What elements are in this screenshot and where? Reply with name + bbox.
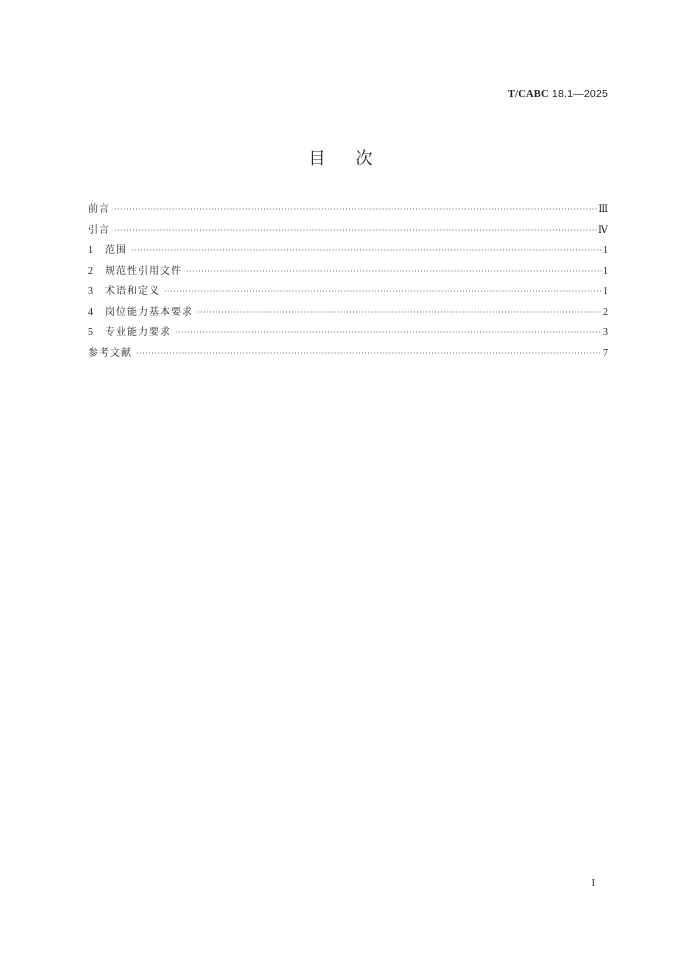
toc-entry-professional-requirements[interactable] [88, 323, 608, 344]
toc-entry-page: Ⅳ [598, 224, 608, 236]
toc-entry-normative-references[interactable] [88, 262, 608, 283]
toc-entry-scope[interactable] [88, 241, 608, 262]
toc-entry-number: 3 [88, 286, 93, 297]
toc-leader-dots [186, 262, 602, 283]
table-of-contents [88, 200, 608, 364]
toc-entry-label: 参考文献 [88, 347, 132, 359]
standard-code-prefix: T/CABC [507, 89, 549, 100]
toc-entry-number: 5 [88, 327, 93, 338]
toc-entry-page: Ⅲ [598, 204, 608, 215]
toc-entry-foreword[interactable] [88, 200, 608, 221]
toc-entry-bibliography[interactable] [88, 344, 608, 365]
toc-entry-label: 前言 [88, 204, 110, 215]
toc-leader-dots [197, 303, 602, 324]
toc-entry-terms-definitions[interactable] [88, 282, 608, 303]
toc-leader-dots [136, 344, 602, 365]
toc-entry-page: 2 [603, 306, 608, 318]
standard-code-number: 18.1—2025 [548, 88, 608, 100]
toc-leader-dots [114, 200, 597, 221]
toc-entry-introduction[interactable] [88, 221, 608, 242]
toc-entry-label: 术语和定义 [105, 286, 160, 297]
toc-leader-dots [164, 282, 602, 303]
toc-entry-page: 3 [603, 327, 608, 338]
toc-entry-label: 专业能力要求 [105, 327, 171, 338]
toc-entry-number: 1 [88, 245, 93, 256]
toc-entry-basic-requirements[interactable] [88, 303, 608, 324]
toc-entry-page: 1 [603, 245, 608, 256]
toc-leader-dots [175, 323, 602, 344]
toc-entry-page: 1 [603, 286, 608, 297]
toc-leader-dots [131, 241, 602, 262]
standard-code [508, 88, 608, 100]
page-number: I [591, 878, 595, 889]
toc-entry-label: 引言 [88, 224, 110, 236]
toc-entry-number: 2 [88, 265, 93, 277]
toc-entry-number: 4 [88, 306, 93, 318]
toc-entry-page: 1 [603, 265, 608, 277]
toc-entry-label: 岗位能力基本要求 [105, 306, 193, 318]
toc-leader-dots [114, 221, 597, 242]
toc-entry-label: 规范性引用文件 [105, 265, 182, 277]
toc-title: 目次 [308, 149, 403, 169]
toc-entry-label: 范围 [105, 245, 127, 256]
toc-entry-page: 7 [603, 347, 608, 359]
